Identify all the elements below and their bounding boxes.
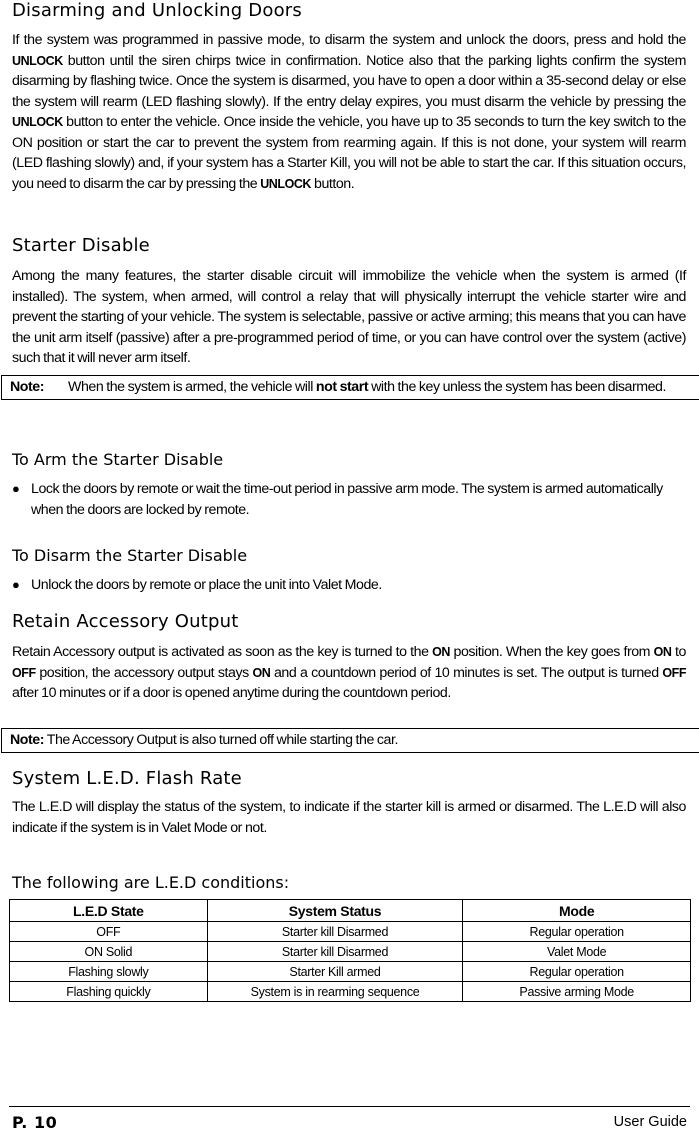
header-led-state: L.E.D State [10,900,208,922]
paragraph-retain-accessory: Retain Accessory output is activated as soon as the key is turned to the ON position. When the key goes from ON to OFF position, the accessory output stays ON and a countdown period of 10 minutes is set. The output is turned OFF after 10 minutes or if a door is opened anytime during the countdown period. [12,644,687,701]
table-cell: Starter kill Disarmed [207,942,463,962]
table-cell: Regular operation [463,922,691,942]
heading-disarming: Disarming and Unlocking Doors [12,0,302,21]
table-row [10,982,691,1002]
footer-guide-label: User Guide [613,1114,687,1130]
heading-led-conditions: The following are L.E.D conditions: [12,873,290,892]
table-cell: System is in rearming sequence [207,982,463,1002]
paragraph-disarming: If the system was programmed in passive mode, to disarm the system and unlock the doors, press and hold the UNLOCK button until the siren chirps twice in confirmation. Notice also that the parking lights confirm the system disarming by flashing twice. Once the system is disarmed, you have to open a door within a 35-second delay or else the system will rearm (LED flashing slowly). If the entry delay expires, you must disarm the vehicle by pressing the UNLOCK button to enter the vehicle. Once inside the vehicle, you have up to 35 seconds to turn the key switch to the ON position or start the car to prevent the system from rearming again. If this is not done, your system will rearm (LED flashing slowly) and, if your system has a Starter Kill, you will not be able to start the car. If this situation occurs, you need to disarm the car by pressing the UNLOCK button. [12,32,686,192]
heading-arm-starter: To Arm the Starter Disable [12,450,224,469]
table-cell: Regular operation [463,962,691,982]
note-starter-disable [1,375,699,400]
table-cell: Starter kill Disarmed [207,922,463,942]
footer-divider [9,1106,690,1107]
page-number: P. 10 [12,1113,58,1132]
heading-starter-disable: Starter Disable [12,235,150,256]
bullet-icon: ● [12,481,20,496]
paragraph-starter-disable: Among the many features, the starter disable circuit will immobilize the vehicle when the system is armed (If installed). The system, when armed, will control a relay that will physically interrupt the vehicle starter wire and prevent the starting of your vehicle. The system is selectable, passive or active arming; this means that you can have the unit arm itself (passive) after a pre-programmed period of time, or you can have control over the system (active) such that it will never arm itself. [12,268,686,366]
table-row [10,962,691,982]
table-cell: Starter Kill armed [207,962,463,982]
heading-retain-accessory: Retain Accessory Output [12,611,239,632]
heading-disarm-starter: To Disarm the Starter Disable [12,546,248,565]
table-cell: Valet Mode [463,942,691,962]
led-conditions-table [9,899,691,1002]
table-cell: Passive arming Mode [463,982,691,1002]
table-cell: OFF [10,922,208,942]
note-label: Note: [10,379,45,395]
table-cell: ON Solid [10,942,208,962]
table-row [10,942,691,962]
table-header-row [10,900,691,922]
table-cell: Flashing quickly [10,982,208,1002]
table-row [10,922,691,942]
bullet-icon: ● [12,577,20,592]
note-retain-accessory: Note: The Accessory Output is also turned off while starting the car. [1,728,699,753]
header-system-status: System Status [207,900,463,922]
bullet-disarm: ● Unlock the doors by remote or place the unit into Valet Mode. [12,575,686,596]
heading-led-flash-rate: System L.E.D. Flash Rate [12,768,242,789]
table-cell: Flashing slowly [10,962,208,982]
header-mode: Mode [463,900,691,922]
bullet-arm: ● Lock the doors by remote or wait the time-out period in passive arm mode. The system is armed automatically when the doors are locked by remote. [12,479,686,520]
paragraph-led: The L.E.D will display the status of the system, to indicate if the starter kill is armed or disarmed. The L.E.D will also indicate if the system is in Valet Mode or not. [12,799,686,836]
note-text: When the system is armed, the vehicle will not start with the key unless the system has been disarmed. [68,379,666,395]
